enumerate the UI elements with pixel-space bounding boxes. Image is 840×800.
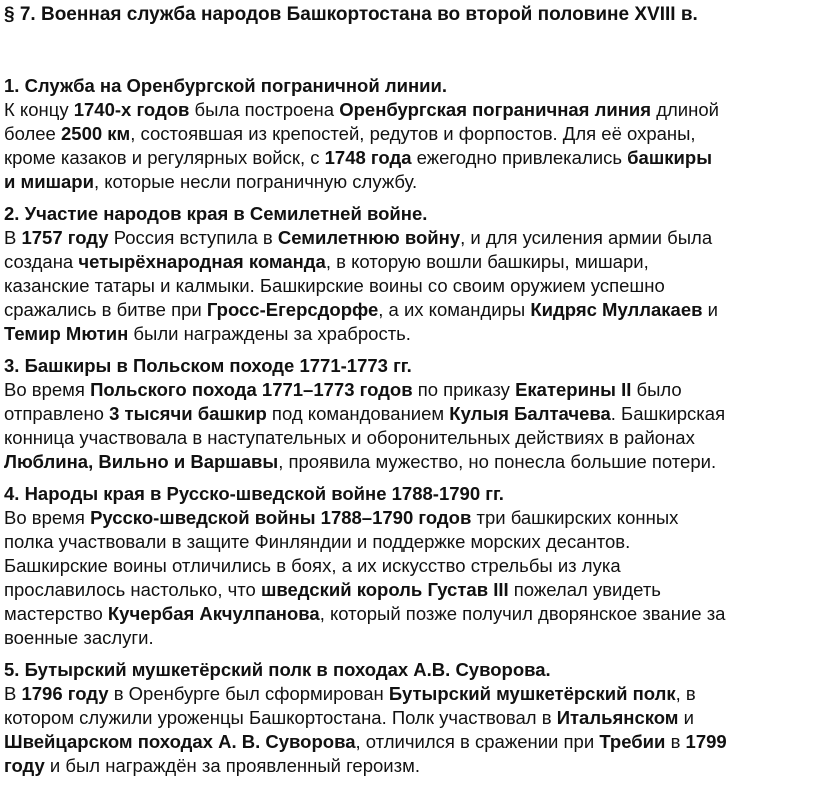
text-run: по приказу bbox=[412, 379, 516, 400]
bold-term: 3 тысячи башкир bbox=[109, 403, 267, 424]
paragraph-line bbox=[4, 506, 840, 530]
bold-term: 1748 года bbox=[324, 147, 412, 168]
text-run: полка участвовали в защите Финляндии и поддержке морских десантов. bbox=[4, 531, 631, 552]
bold-term: Семилетнюю войну bbox=[277, 227, 461, 248]
paragraph-line bbox=[4, 626, 840, 650]
section-heading: 4. Народы края в Русско-шведской войне 1788-1790 гг. bbox=[4, 483, 504, 504]
text-run: мастерство bbox=[4, 603, 108, 624]
bold-term: и мишари bbox=[4, 171, 94, 192]
paragraph-line bbox=[4, 402, 840, 426]
text-run: , и для усиления армии была bbox=[460, 227, 713, 248]
text-run: Во время bbox=[4, 379, 91, 400]
text-run: была построена bbox=[189, 99, 340, 120]
text-run: под командованием bbox=[266, 403, 450, 424]
text-run: кроме казаков и регулярных войск, с bbox=[4, 147, 325, 168]
paragraph-line bbox=[4, 98, 840, 122]
section-4 bbox=[4, 482, 840, 650]
bold-term: Кидряс Муллакаев bbox=[530, 299, 703, 320]
text-run: конница участвовала в наступательных и оборонительных действиях в районах bbox=[4, 427, 695, 448]
section-paragraph bbox=[4, 98, 840, 194]
text-run: отправлено bbox=[4, 403, 110, 424]
text-run: в Оренбурге был сформирован bbox=[108, 683, 389, 704]
paragraph-line bbox=[4, 554, 840, 578]
section-3 bbox=[4, 354, 840, 474]
bold-term: Оренбургская пограничная линия bbox=[339, 99, 652, 120]
bold-term: Екатерины II bbox=[515, 379, 632, 400]
bold-term: 2500 км bbox=[61, 123, 131, 144]
section-5 bbox=[4, 658, 840, 778]
text-run: более bbox=[4, 123, 61, 144]
text-run: котором служили уроженцы Башкортостана. Полк участвовал в bbox=[4, 707, 557, 728]
bold-term: Кулыя Балтачева bbox=[449, 403, 611, 424]
text-run: , в bbox=[675, 683, 696, 704]
paragraph-line bbox=[4, 250, 840, 274]
bold-term: 1757 году bbox=[21, 227, 109, 248]
section-heading: 2. Участие народов края в Семилетней войне. bbox=[4, 203, 428, 224]
paragraph-line bbox=[4, 146, 840, 170]
bold-term: Темир Мютин bbox=[4, 323, 129, 344]
bold-term: 1799 bbox=[685, 731, 727, 752]
text-run: Во время bbox=[4, 507, 91, 528]
text-run: , проявила мужество, но понесла большие потери. bbox=[278, 451, 717, 472]
text-run: были награждены за храбрость. bbox=[128, 323, 411, 344]
text-run: Башкирские воины отличились в боях, а их искусство стрельбы из лука bbox=[4, 555, 621, 576]
bold-term: Люблина, Вильно и Варшавы bbox=[4, 451, 279, 472]
text-run: , а их командиры bbox=[378, 299, 531, 320]
bold-term: 1796 году bbox=[21, 683, 109, 704]
bold-term: Русско-шведской войны 1788–1790 годов bbox=[90, 507, 472, 528]
text-run: прославилось настолько, что bbox=[4, 579, 261, 600]
bold-term: Итальянском bbox=[556, 707, 679, 728]
bold-term: Требии bbox=[599, 731, 666, 752]
text-run: , отличился в сражении при bbox=[355, 731, 600, 752]
paragraph-line bbox=[4, 754, 840, 778]
text-run: сражались в битве при bbox=[4, 299, 207, 320]
bold-term: Гросс-Егерсдорфе bbox=[206, 299, 379, 320]
text-run: военные заслуги. bbox=[4, 627, 154, 648]
paragraph-line bbox=[4, 170, 840, 194]
paragraph-line bbox=[4, 530, 840, 554]
section-heading: 3. Башкиры в Польском походе 1771-1773 гг. bbox=[4, 355, 412, 376]
text-run: и bbox=[702, 299, 718, 320]
paragraph-line bbox=[4, 730, 840, 754]
paragraph-line bbox=[4, 274, 840, 298]
paragraph-line bbox=[4, 578, 840, 602]
text-run: В bbox=[4, 683, 22, 704]
section-paragraph bbox=[4, 682, 840, 778]
section-2 bbox=[4, 202, 840, 346]
text-run: К концу bbox=[4, 99, 74, 120]
text-run: , которые несли пограничную службу. bbox=[93, 171, 418, 192]
text-run: создана bbox=[4, 251, 79, 272]
text-run: . Башкирская bbox=[610, 403, 726, 424]
bold-term: году bbox=[4, 755, 45, 776]
section-paragraph bbox=[4, 506, 840, 650]
bold-term: шведский король Густав III bbox=[260, 579, 509, 600]
bold-term: 1740-х годов bbox=[73, 99, 190, 120]
paragraph-line bbox=[4, 602, 840, 626]
bold-term: Бутырский мушкетёрский полк bbox=[388, 683, 676, 704]
text-run: , в которую вошли башкиры, мишари, bbox=[325, 251, 649, 272]
text-run: казанские татары и калмыки. Башкирские воины со своим оружием успешно bbox=[4, 275, 665, 296]
paragraph-line bbox=[4, 706, 840, 730]
paragraph-line bbox=[4, 122, 840, 146]
paragraph-line bbox=[4, 378, 840, 402]
section-paragraph bbox=[4, 226, 840, 346]
paragraph-line bbox=[4, 450, 840, 474]
text-run: три башкирских конных bbox=[471, 507, 679, 528]
text-run: , состоявшая из крепостей, редутов и форпостов. Для её охраны, bbox=[130, 123, 696, 144]
text-run: и bbox=[678, 707, 694, 728]
paragraph-line bbox=[4, 426, 840, 450]
section-paragraph bbox=[4, 378, 840, 474]
section-1 bbox=[4, 74, 840, 194]
text-run: В bbox=[4, 227, 22, 248]
paragraph-line bbox=[4, 298, 840, 322]
text-run: , который позже получил дворянское звание за bbox=[319, 603, 726, 624]
paragraph-line bbox=[4, 682, 840, 706]
page-title: § 7. Военная служба народов Башкортостана во второй половине XVIII в. bbox=[4, 4, 698, 25]
text-run: и был награждён за проявленный героизм. bbox=[44, 755, 420, 776]
bold-term: четырёхнародная команда bbox=[78, 251, 326, 272]
bold-term: Польского похода 1771–1773 годов bbox=[90, 379, 413, 400]
sections-container bbox=[4, 74, 840, 778]
text-run: было bbox=[631, 379, 682, 400]
text-run: в bbox=[665, 731, 686, 752]
section-heading: 1. Служба на Оренбургской пограничной линии. bbox=[4, 75, 448, 96]
paragraph-line bbox=[4, 226, 840, 250]
text-run: длиной bbox=[651, 99, 719, 120]
bold-term: Швейцарском походах А. В. Суворова bbox=[4, 731, 356, 752]
bold-term: башкиры bbox=[627, 147, 712, 168]
text-run: ежегодно привлекались bbox=[411, 147, 628, 168]
text-run: Россия вступила в bbox=[108, 227, 278, 248]
text-run: пожелал увидеть bbox=[508, 579, 661, 600]
bold-term: Кучербая Акчулпанова bbox=[107, 603, 320, 624]
section-heading: 5. Бутырский мушкетёрский полк в походах А.В. Суворова. bbox=[4, 659, 551, 680]
paragraph-line bbox=[4, 322, 840, 346]
